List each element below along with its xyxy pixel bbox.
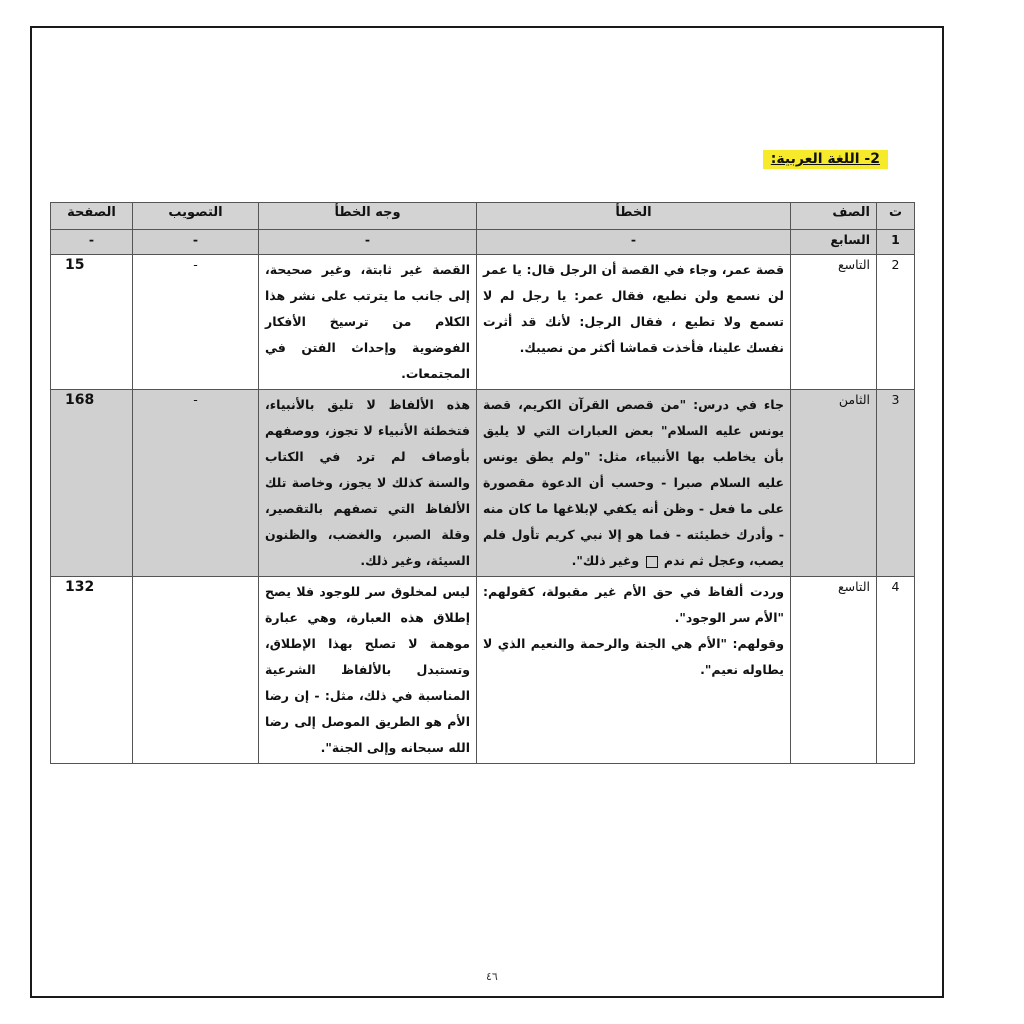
row-correction: - bbox=[133, 390, 259, 577]
checkbox-icon bbox=[646, 556, 658, 568]
row-correction bbox=[133, 577, 259, 764]
row-grade: السابع bbox=[791, 230, 877, 255]
row-error-line1: وردت ألفاظ في حق الأم غير مقبولة، كقولهم: "الأم سر الوجود". bbox=[483, 584, 784, 625]
footer-page-number: ٤٦ bbox=[486, 970, 498, 983]
table-row bbox=[51, 255, 915, 390]
header-grade: الصف bbox=[791, 203, 877, 230]
row-num: 1 bbox=[877, 230, 915, 255]
header-num: ت bbox=[877, 203, 915, 230]
row-grade: التاسع bbox=[791, 577, 877, 764]
row-page: - bbox=[51, 230, 133, 255]
section-title: 2- اللغة العربية: bbox=[763, 150, 888, 169]
row-correction: - bbox=[133, 230, 259, 255]
row-grade: التاسع bbox=[791, 255, 877, 390]
row-error-aspect: هذه الألفاظ لا تليق بالأنبياء، فتخطئة الأنبياء لا تجوز، ووصفهم بأوصاف لم ترد في الكتاب والسنة كذلك لا يجوز، وخاصة تلك الألفاظ التي تصفهم بالتقصير، وقلة الصبر، والغضب، والظنون السيئة، وغير ذلك. bbox=[259, 390, 477, 577]
row-error-aspect: - bbox=[259, 230, 477, 255]
header-error: الخطأ bbox=[477, 203, 791, 230]
errors-table bbox=[50, 202, 915, 764]
row-error-cell bbox=[477, 577, 791, 764]
row-error-tail: وغير ذلك". bbox=[571, 553, 640, 568]
row-error-line2: وقولهم: "الأم هي الجنة والرحمة والنعيم الذي لا يطاوله نعيم". bbox=[483, 636, 784, 677]
row-error: قصة عمر، وجاء في القصة أن الرجل قال: يا عمر لن نسمع ولن نطيع، فقال عمر: يا رجل لم لا تسمع ولا تطيع ، فقال الرجل: لأنك قد أثرت نفسك علينا، فأخذت قماشا أكثر من نصيبك. bbox=[477, 255, 791, 390]
row-page: 15 bbox=[51, 255, 133, 390]
row-page: 132 bbox=[51, 577, 133, 764]
table-row bbox=[51, 390, 915, 577]
row-grade: الثامن bbox=[791, 390, 877, 577]
table-header-row bbox=[51, 203, 915, 230]
row-error-aspect: ليس لمخلوق سر للوجود فلا يصح إطلاق هذه العبارة، وهي عبارة موهمة لا تصلح بهذا الإطلاق، وتستبدل بالألفاظ الشرعية المناسبة في ذلك، مثل: - إن رضا الأم هو الطريق الموصل إلى رضا الله سبحانه وإلى الجنة". bbox=[259, 577, 477, 764]
row-error-cell bbox=[477, 390, 791, 577]
row-correction: - bbox=[133, 255, 259, 390]
row-num: 2 bbox=[877, 255, 915, 390]
row-error-aspect: القصة غير ثابتة، وغير صحيحة، إلى جانب ما يترتب على نشر هذا الكلام من ترسيخ الأفكار الفوضوية وإحداث الفتن في المجتمعات. bbox=[259, 255, 477, 390]
row-num: 4 bbox=[877, 577, 915, 764]
row-page: 168 bbox=[51, 390, 133, 577]
header-error-aspect: وجه الخطأ bbox=[259, 203, 477, 230]
row-error: - bbox=[477, 230, 791, 255]
row-num: 3 bbox=[877, 390, 915, 577]
header-correction: التصويب bbox=[133, 203, 259, 230]
header-page: الصفحة bbox=[51, 203, 133, 230]
row-error: جاء في درس: "من قصص القرآن الكريم، قصة يونس عليه السلام" بعض العبارات التي لا يليق بأن يخاطب بها الأنبياء، مثل: "ولم يطق يونس عليه السلام صبرا - وحسب أن الدعوة مقصورة على ما فعل - وظن أنه يكفي لإبلاغها ما كان منه - وأدرك خطيئته - فما هو إلا نبي كريم تأول فلم يصب، وعجل ثم ندم bbox=[483, 397, 784, 568]
table-row bbox=[51, 577, 915, 764]
table-row bbox=[51, 230, 915, 255]
